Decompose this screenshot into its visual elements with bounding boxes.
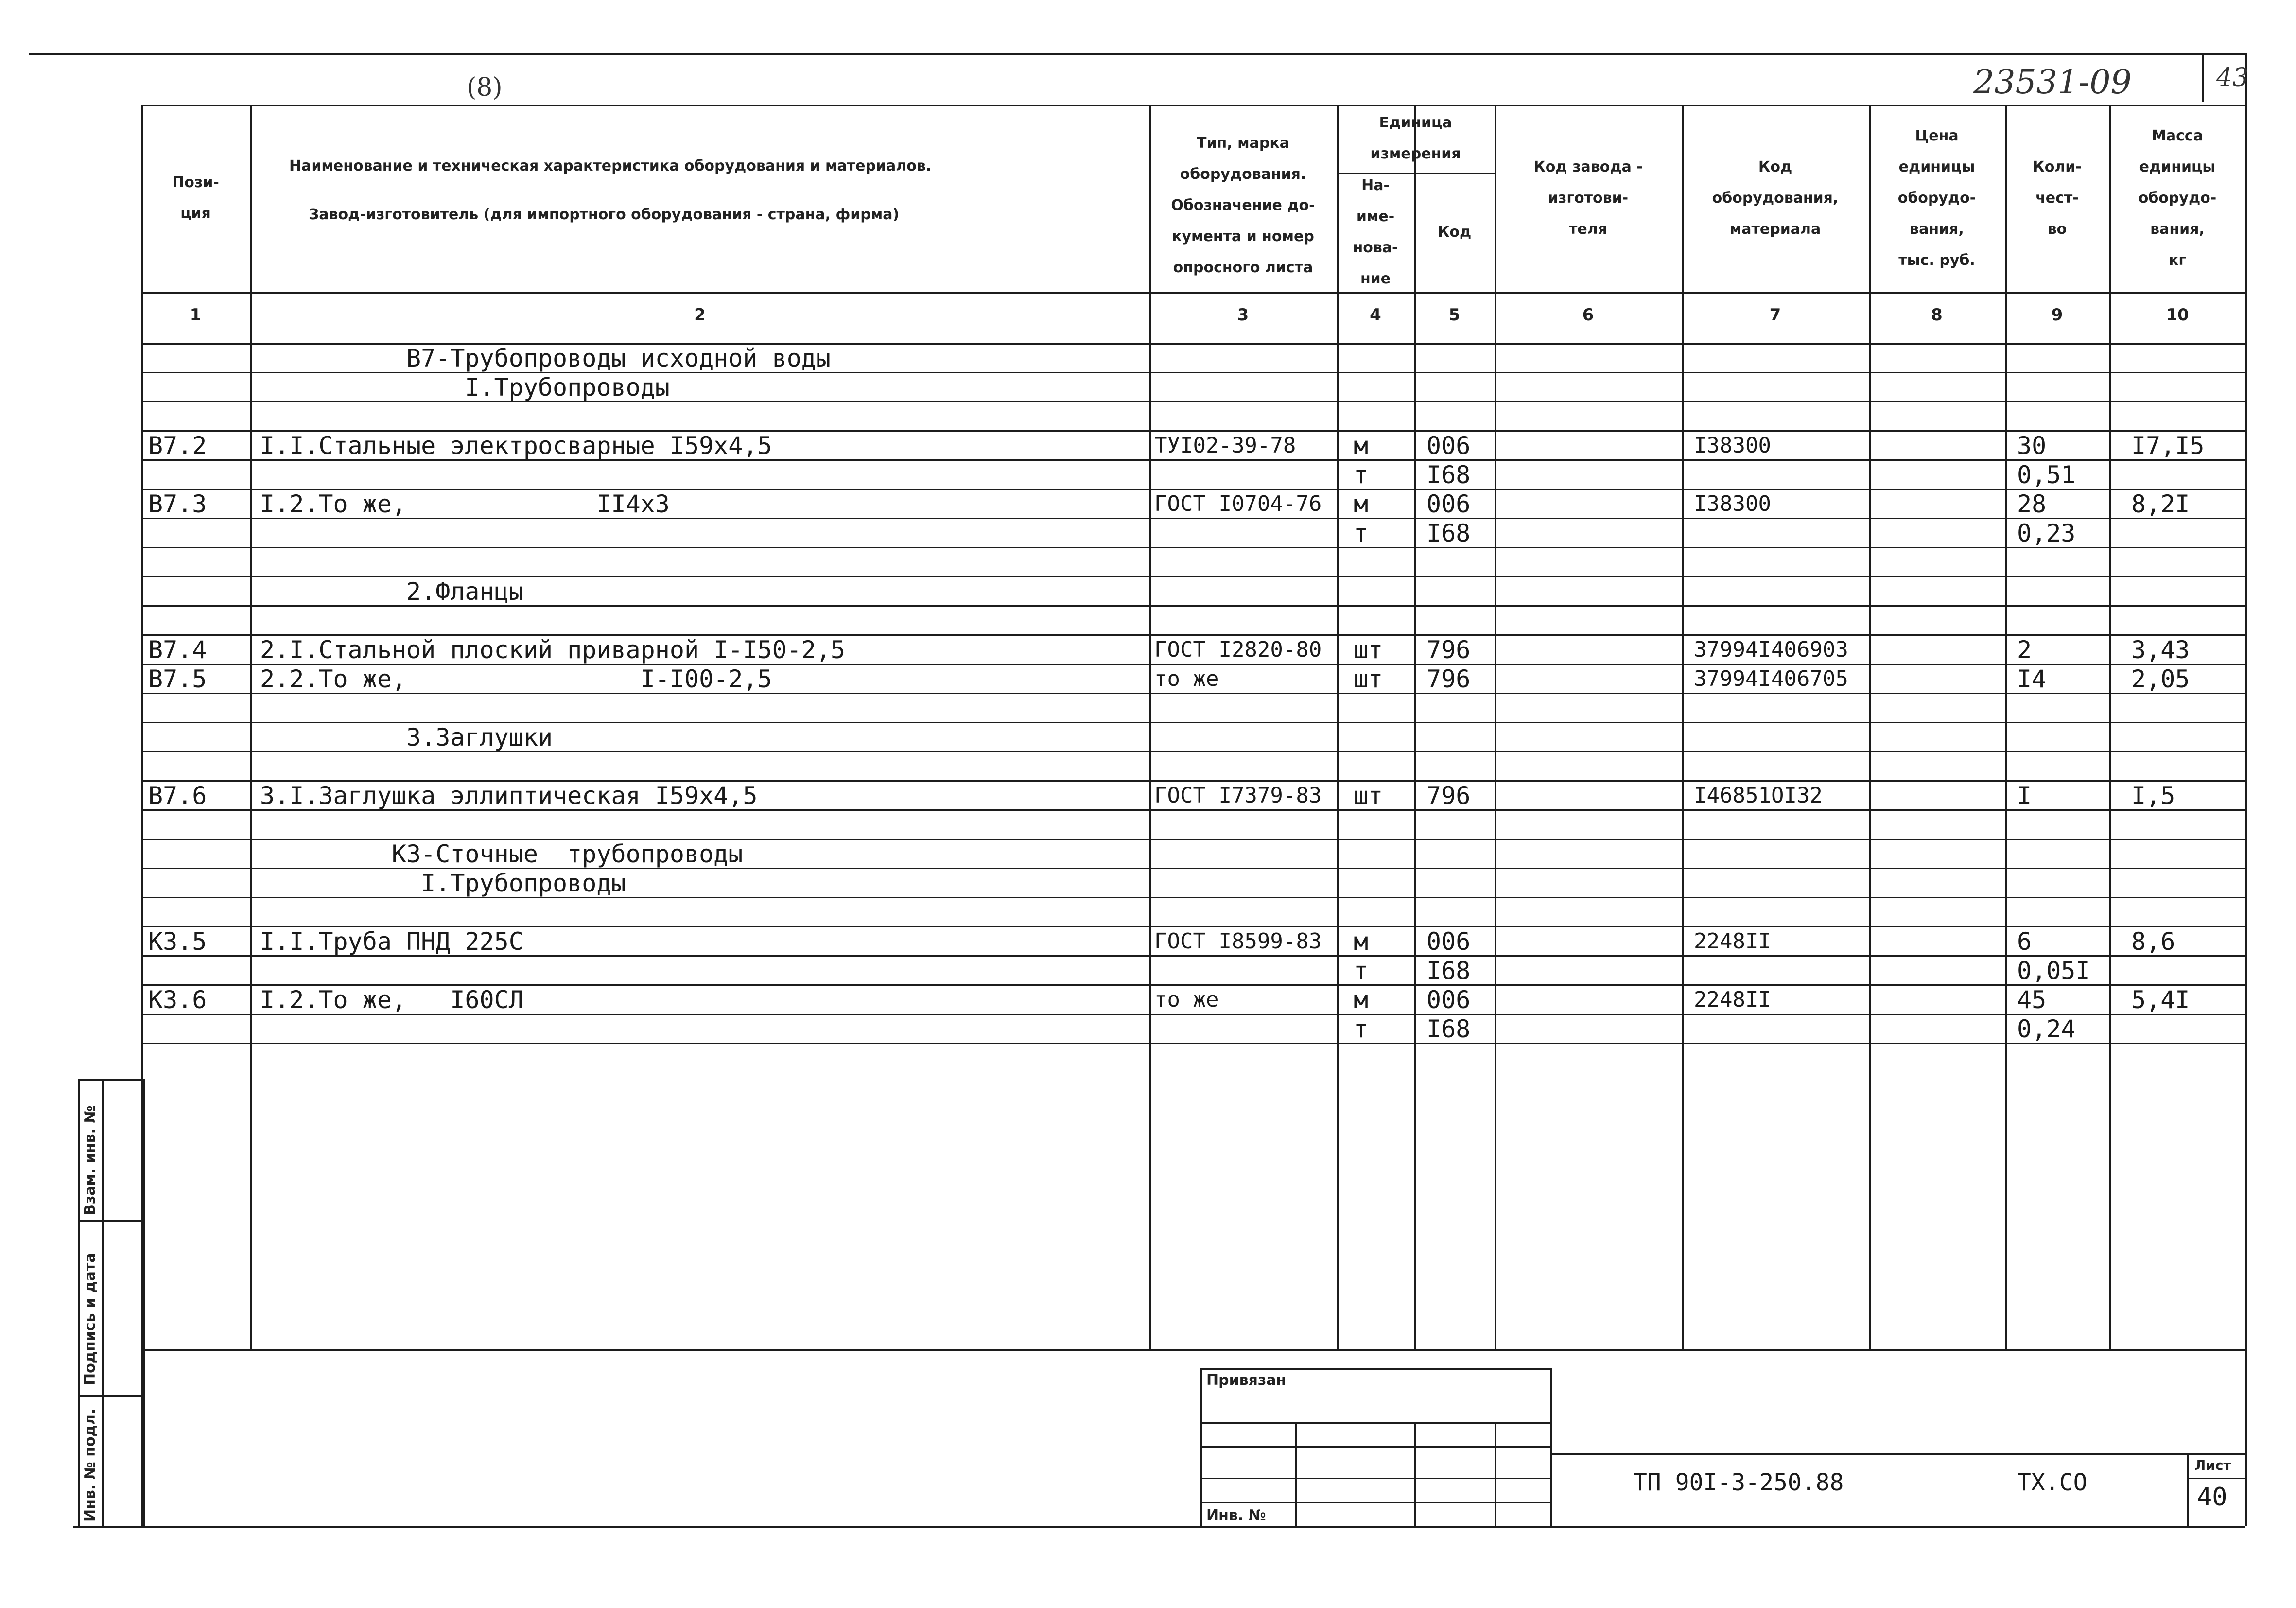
stamp-col3 — [1495, 1422, 1496, 1526]
stamp-row4 — [1200, 1502, 1550, 1503]
sheet-box-mid — [2187, 1478, 2245, 1479]
cell-position: В7.2 — [148, 432, 207, 460]
side-label-podpis: Подпись и дата — [82, 1253, 99, 1385]
stamp-col1 — [1295, 1422, 1297, 1526]
table-bottom-line — [141, 1349, 2245, 1351]
cell-unit-code: 796 — [1426, 636, 1471, 664]
cell-unit: шт — [1354, 665, 1383, 693]
cell-type: ТУI02-39-78 — [1154, 433, 1296, 458]
cell-unit: м — [1354, 986, 1369, 1014]
cell-name: I.2.То же, I60СЛ — [260, 986, 523, 1014]
table-col-line-1 — [250, 105, 252, 1349]
cell-unit: т — [1354, 1015, 1369, 1043]
header-col2-line2: Завод-изготовитель (для импортного оборудования - страна, фирма) — [309, 206, 900, 223]
header-col1: Пози- ция — [172, 174, 219, 222]
cell-unit-code: I68 — [1426, 1015, 1471, 1043]
header-col4: На- име- нова- ние — [1353, 176, 1398, 287]
cell-type: ГОСТ I8599-83 — [1154, 929, 1322, 954]
cell-equipment-code: I38300 — [1694, 433, 1771, 458]
cell-name: I.2.То же, II4х3 — [260, 490, 670, 518]
cell-name: I.Трубопроводы — [260, 869, 626, 897]
stamp-row2 — [1200, 1446, 1550, 1448]
cell-type: ГОСТ I7379-83 — [1154, 783, 1322, 808]
cell-quantity: 2 — [2017, 636, 2032, 664]
cell-unit-code: 796 — [1426, 782, 1471, 810]
stamp-col2 — [1414, 1422, 1416, 1526]
table-head-line-1 — [141, 292, 2245, 294]
cell-unit: т — [1354, 519, 1369, 547]
cell-unit: шт — [1354, 782, 1383, 810]
cell-unit-code: I68 — [1426, 461, 1471, 489]
header-col7: Код оборудования, материала — [1712, 158, 1839, 238]
stamp-row3 — [1200, 1478, 1550, 1479]
cell-position: В7.6 — [148, 782, 207, 810]
cell-equipment-code: 37994I406705 — [1694, 666, 1848, 691]
cell-name: 3.I.Заглушка эллиптическая I59х4,5 — [260, 782, 758, 810]
table-col-line-10 — [2245, 105, 2247, 1349]
cell-unit-code: 796 — [1426, 665, 1471, 693]
sheet-corner-number: 43 — [2216, 63, 2249, 92]
header-col6: Код завода - изготови- теля — [1533, 158, 1643, 238]
side-label-inv: Инв. № подл. — [82, 1408, 99, 1521]
table-left-extension — [141, 1349, 143, 1526]
cell-unit-code: 006 — [1426, 986, 1471, 1014]
cell-unit: т — [1354, 957, 1369, 985]
cell-name: I.I.Стальные электросварные I59х4,5 — [260, 432, 772, 460]
cell-unit: м — [1354, 490, 1369, 518]
column-number: 7 — [1769, 305, 1781, 325]
cell-quantity: 0,23 — [2017, 519, 2076, 547]
cell-type: то же — [1154, 987, 1219, 1012]
stamp-top — [1200, 1368, 1550, 1370]
header-col45: Единица измерения — [1370, 114, 1461, 162]
column-number: 3 — [1237, 305, 1249, 325]
sheet-box-left — [2187, 1453, 2189, 1526]
cell-quantity: 45 — [2017, 986, 2047, 1014]
cell-name: 2.Фланцы — [260, 577, 523, 606]
cell-name: К3-Сточные трубопроводы — [260, 840, 743, 868]
cell-quantity: 28 — [2017, 490, 2047, 518]
header-col2-line1: Наименование и техническая характеристика оборудования и материалов. — [289, 157, 932, 175]
cell-equipment-code: 37994I406903 — [1694, 637, 1848, 662]
cell-unit: м — [1354, 927, 1369, 956]
cell-unit: м — [1354, 432, 1369, 460]
cell-quantity: 0,05I — [2017, 957, 2090, 985]
cell-mass: 2,05 — [2131, 665, 2190, 693]
cell-position: К3.5 — [148, 927, 207, 956]
header-col3: Тип, марка оборудования. Обозначение до- кумента и номер опросного листа — [1171, 134, 1315, 276]
side-strip-right — [143, 1079, 145, 1526]
cell-quantity: 30 — [2017, 432, 2047, 460]
column-number: 4 — [1370, 305, 1381, 325]
cell-unit-code: 006 — [1426, 490, 1471, 518]
cell-name: 2.2.То же, I-I00-2,5 — [260, 665, 772, 693]
table-row-line — [141, 547, 2245, 548]
title-block-top — [1550, 1453, 2245, 1455]
side-strip-div1 — [78, 1220, 143, 1222]
stamp-inv-no: Инв. № — [1206, 1507, 1266, 1524]
document-number: 23531-09 — [1973, 63, 2132, 102]
column-number: 8 — [1931, 305, 1943, 325]
column-number: 10 — [2166, 305, 2189, 325]
cell-quantity: I4 — [2017, 665, 2047, 693]
cell-position: В7.3 — [148, 490, 207, 518]
sheet-number: 40 — [2197, 1483, 2227, 1512]
cell-mass: 8,2I — [2131, 490, 2190, 518]
stamp-privyazan: Привязан — [1206, 1372, 1287, 1389]
page-mark: (8) — [467, 73, 503, 102]
cell-name: В7-Трубопроводы исходной воды — [260, 344, 831, 372]
cell-mass: I7,I5 — [2131, 432, 2205, 460]
cell-unit: шт — [1354, 636, 1383, 664]
cell-unit: т — [1354, 461, 1369, 489]
column-number: 6 — [1582, 305, 1594, 325]
table-row-line — [141, 1043, 2245, 1044]
stamp-right — [1550, 1368, 1552, 1526]
cell-position: К3.6 — [148, 986, 207, 1014]
side-strip-left — [78, 1079, 80, 1526]
header-col9: Коли- чест- во — [2033, 158, 2082, 238]
cell-mass: 5,4I — [2131, 986, 2190, 1014]
side-strip-div2 — [78, 1395, 143, 1397]
side-strip-top — [78, 1079, 143, 1081]
cell-mass: 8,6 — [2131, 927, 2175, 956]
cell-unit-code: 006 — [1426, 927, 1471, 956]
cell-name: I.Трубопроводы — [260, 373, 670, 402]
cell-type: то же — [1154, 666, 1219, 691]
header-col5: Код — [1437, 223, 1472, 241]
outer-bottom-border — [73, 1526, 2245, 1528]
cell-mass: 3,43 — [2131, 636, 2190, 664]
cell-name: 2.I.Стальной плоский приварной I-I50-2,5 — [260, 636, 846, 664]
header-col10: Масса единицы оборудо- вания, кг — [2138, 127, 2217, 269]
sheet-label: Лист — [2194, 1457, 2231, 1473]
cell-position: В7.5 — [148, 665, 207, 693]
cell-equipment-code: 2248II — [1694, 929, 1771, 954]
side-label-vzam: Взам. инв. № — [82, 1105, 99, 1215]
cell-equipment-code: I38300 — [1694, 491, 1771, 516]
cell-unit-code: I68 — [1426, 519, 1471, 547]
column-number: 2 — [694, 305, 706, 325]
column-number: 1 — [190, 305, 202, 325]
cell-quantity: I — [2017, 782, 2032, 810]
outer-top-border — [29, 53, 2245, 55]
corner-box-divider — [2202, 53, 2204, 102]
stamp-row1 — [1200, 1422, 1550, 1424]
cell-quantity: 0,24 — [2017, 1015, 2076, 1043]
document-mark: ТХ.СО — [2017, 1469, 2087, 1496]
cell-name: I.I.Труба ПНД 225С — [260, 927, 523, 956]
header-col8: Цена единицы оборудо- вания, тыс. руб. — [1897, 127, 1976, 269]
cell-mass: I,5 — [2131, 782, 2175, 810]
side-strip-inner — [102, 1079, 104, 1526]
cell-name: 3.Заглушки — [260, 723, 553, 752]
cell-type: ГОСТ I2820-80 — [1154, 637, 1322, 662]
cell-quantity: 6 — [2017, 927, 2032, 956]
cell-unit-code: 006 — [1426, 432, 1471, 460]
cell-unit-code: I68 — [1426, 957, 1471, 985]
column-number: 9 — [2051, 305, 2063, 325]
cell-quantity: 0,51 — [2017, 461, 2076, 489]
cell-position: В7.4 — [148, 636, 207, 664]
cell-type: ГОСТ I0704-76 — [1154, 491, 1322, 516]
column-number: 5 — [1448, 305, 1461, 325]
cell-equipment-code: 2248II — [1694, 987, 1771, 1012]
cell-equipment-code: I46851OI32 — [1694, 783, 1823, 808]
document-code: ТП 90I-3-250.88 — [1633, 1469, 1844, 1496]
